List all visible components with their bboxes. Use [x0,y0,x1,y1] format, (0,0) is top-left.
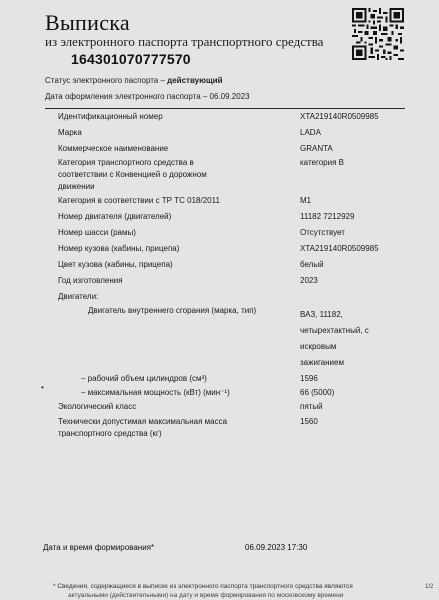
row-value-line: пятый [300,402,323,411]
row-value [300,401,323,413]
formed-label: Дата и время формирования* [43,543,155,552]
row-value [300,127,321,139]
row-label-line: Идентификационный номер [58,112,163,121]
document-number: 164301070777570 [71,51,191,67]
page-corner-mark: 1/2 [425,584,434,590]
row-value-line: 11182 7212929 [300,212,355,221]
row-label-line: Экологический класс [58,402,137,411]
row-label [58,211,171,223]
row-label [58,143,168,155]
row-value [300,227,345,239]
row-value-line: Отсутствует [300,228,345,237]
document-title: Выписка [45,10,130,35]
footnote-line-1: * Сведения, содержащиеся в выписке из электронного паспорта транспортного средства являются [53,583,353,590]
row-label [58,416,227,440]
row-label-line: Категория транспортного средства в [58,158,194,167]
row-value-line: категория B [300,158,344,167]
row-value-line: зажиганием [300,358,344,367]
row-label [58,127,82,139]
row-value-line: четырехтактный, с [300,326,369,335]
row-value-line: XTA219140R0509985 [300,244,379,253]
row-label-line: Год изготовления [58,276,123,285]
row-value [300,211,354,223]
row-value [300,259,324,271]
row-label [58,259,173,271]
row-value-line: 1560 [300,417,318,426]
row-label [58,243,179,255]
row-value [300,416,318,428]
row-value-line: LADA [300,128,321,137]
row-label-line: Номер двигателя (двигателей) [58,212,172,221]
row-label-line: Категория в соответствии с ТР ТС 018/2011 [58,196,220,205]
row-value [300,275,318,287]
row-label-line: Двигатель внутреннего сгорания (марка, тип) [88,306,257,315]
row-label [58,157,207,193]
row-label [58,227,136,239]
row-value [300,373,318,385]
row-label [58,401,136,413]
row-value-line: 66 (5000) [300,388,335,397]
row-value-line: XTA219140R0509985 [300,112,379,121]
row-value [300,143,333,155]
formed-value: 06.09.2023 17:30 [245,543,308,552]
status-value: действующий [167,76,223,85]
row-label-line: Технически допустимая максимальная масса [58,417,228,426]
row-label-line: Коммерческое наименование [58,144,169,153]
row-label-line: Номер кузова (кабины, прицепа) [58,244,180,253]
row-value [300,157,344,169]
document-subtitle: из электронного паспорта транспортного средства [45,34,324,49]
row-value-line: белый [300,260,324,269]
row-label-line: соответствии с Конвенцией о дорожном [58,170,207,179]
vehicle-data-table [45,108,405,438]
row-value [300,387,334,399]
row-label-line: Номер шасси (рамы) [58,228,136,237]
row-label-line: транспортного средства (кг) [58,429,162,438]
row-label [81,387,230,399]
row-label-line: – максимальная мощность (кВт) (мин⁻¹) [81,388,230,397]
issue-date: Дата оформления электронного паспорта – 06.09.2023 [45,92,250,101]
row-label [58,111,163,123]
passport-status [45,76,223,85]
row-value [300,307,369,371]
row-label [58,195,220,207]
row-label-line: Марка [58,128,82,137]
row-value [300,111,379,123]
qr-code-icon [352,8,404,60]
row-label [81,373,207,385]
row-label [58,291,98,303]
row-label-line: Цвет кузова (кабины, прицепа) [58,260,173,269]
row-label-line: – рабочий объем цилиндров (см³) [81,374,207,383]
row-label-line: движении [58,182,95,191]
row-value [300,243,379,255]
row-value-line: ВАЗ, 11182, [300,310,343,319]
scan-mark: • [41,383,44,392]
row-value-line: M1 [300,196,312,205]
footnote-line-2: актуальными (действительными) на дату и время формирования по московскому времени [68,592,344,599]
row-value [300,195,311,207]
row-label [88,305,256,317]
row-value-line: 1596 [300,374,318,383]
row-value-line: 2023 [300,276,318,285]
row-label [58,275,123,287]
row-label-line: Двигатели: [58,292,99,301]
row-value-line: искровым [300,342,337,351]
status-label: Статус электронного паспорта – [45,76,168,85]
row-value-line: GRANTA [300,144,333,153]
